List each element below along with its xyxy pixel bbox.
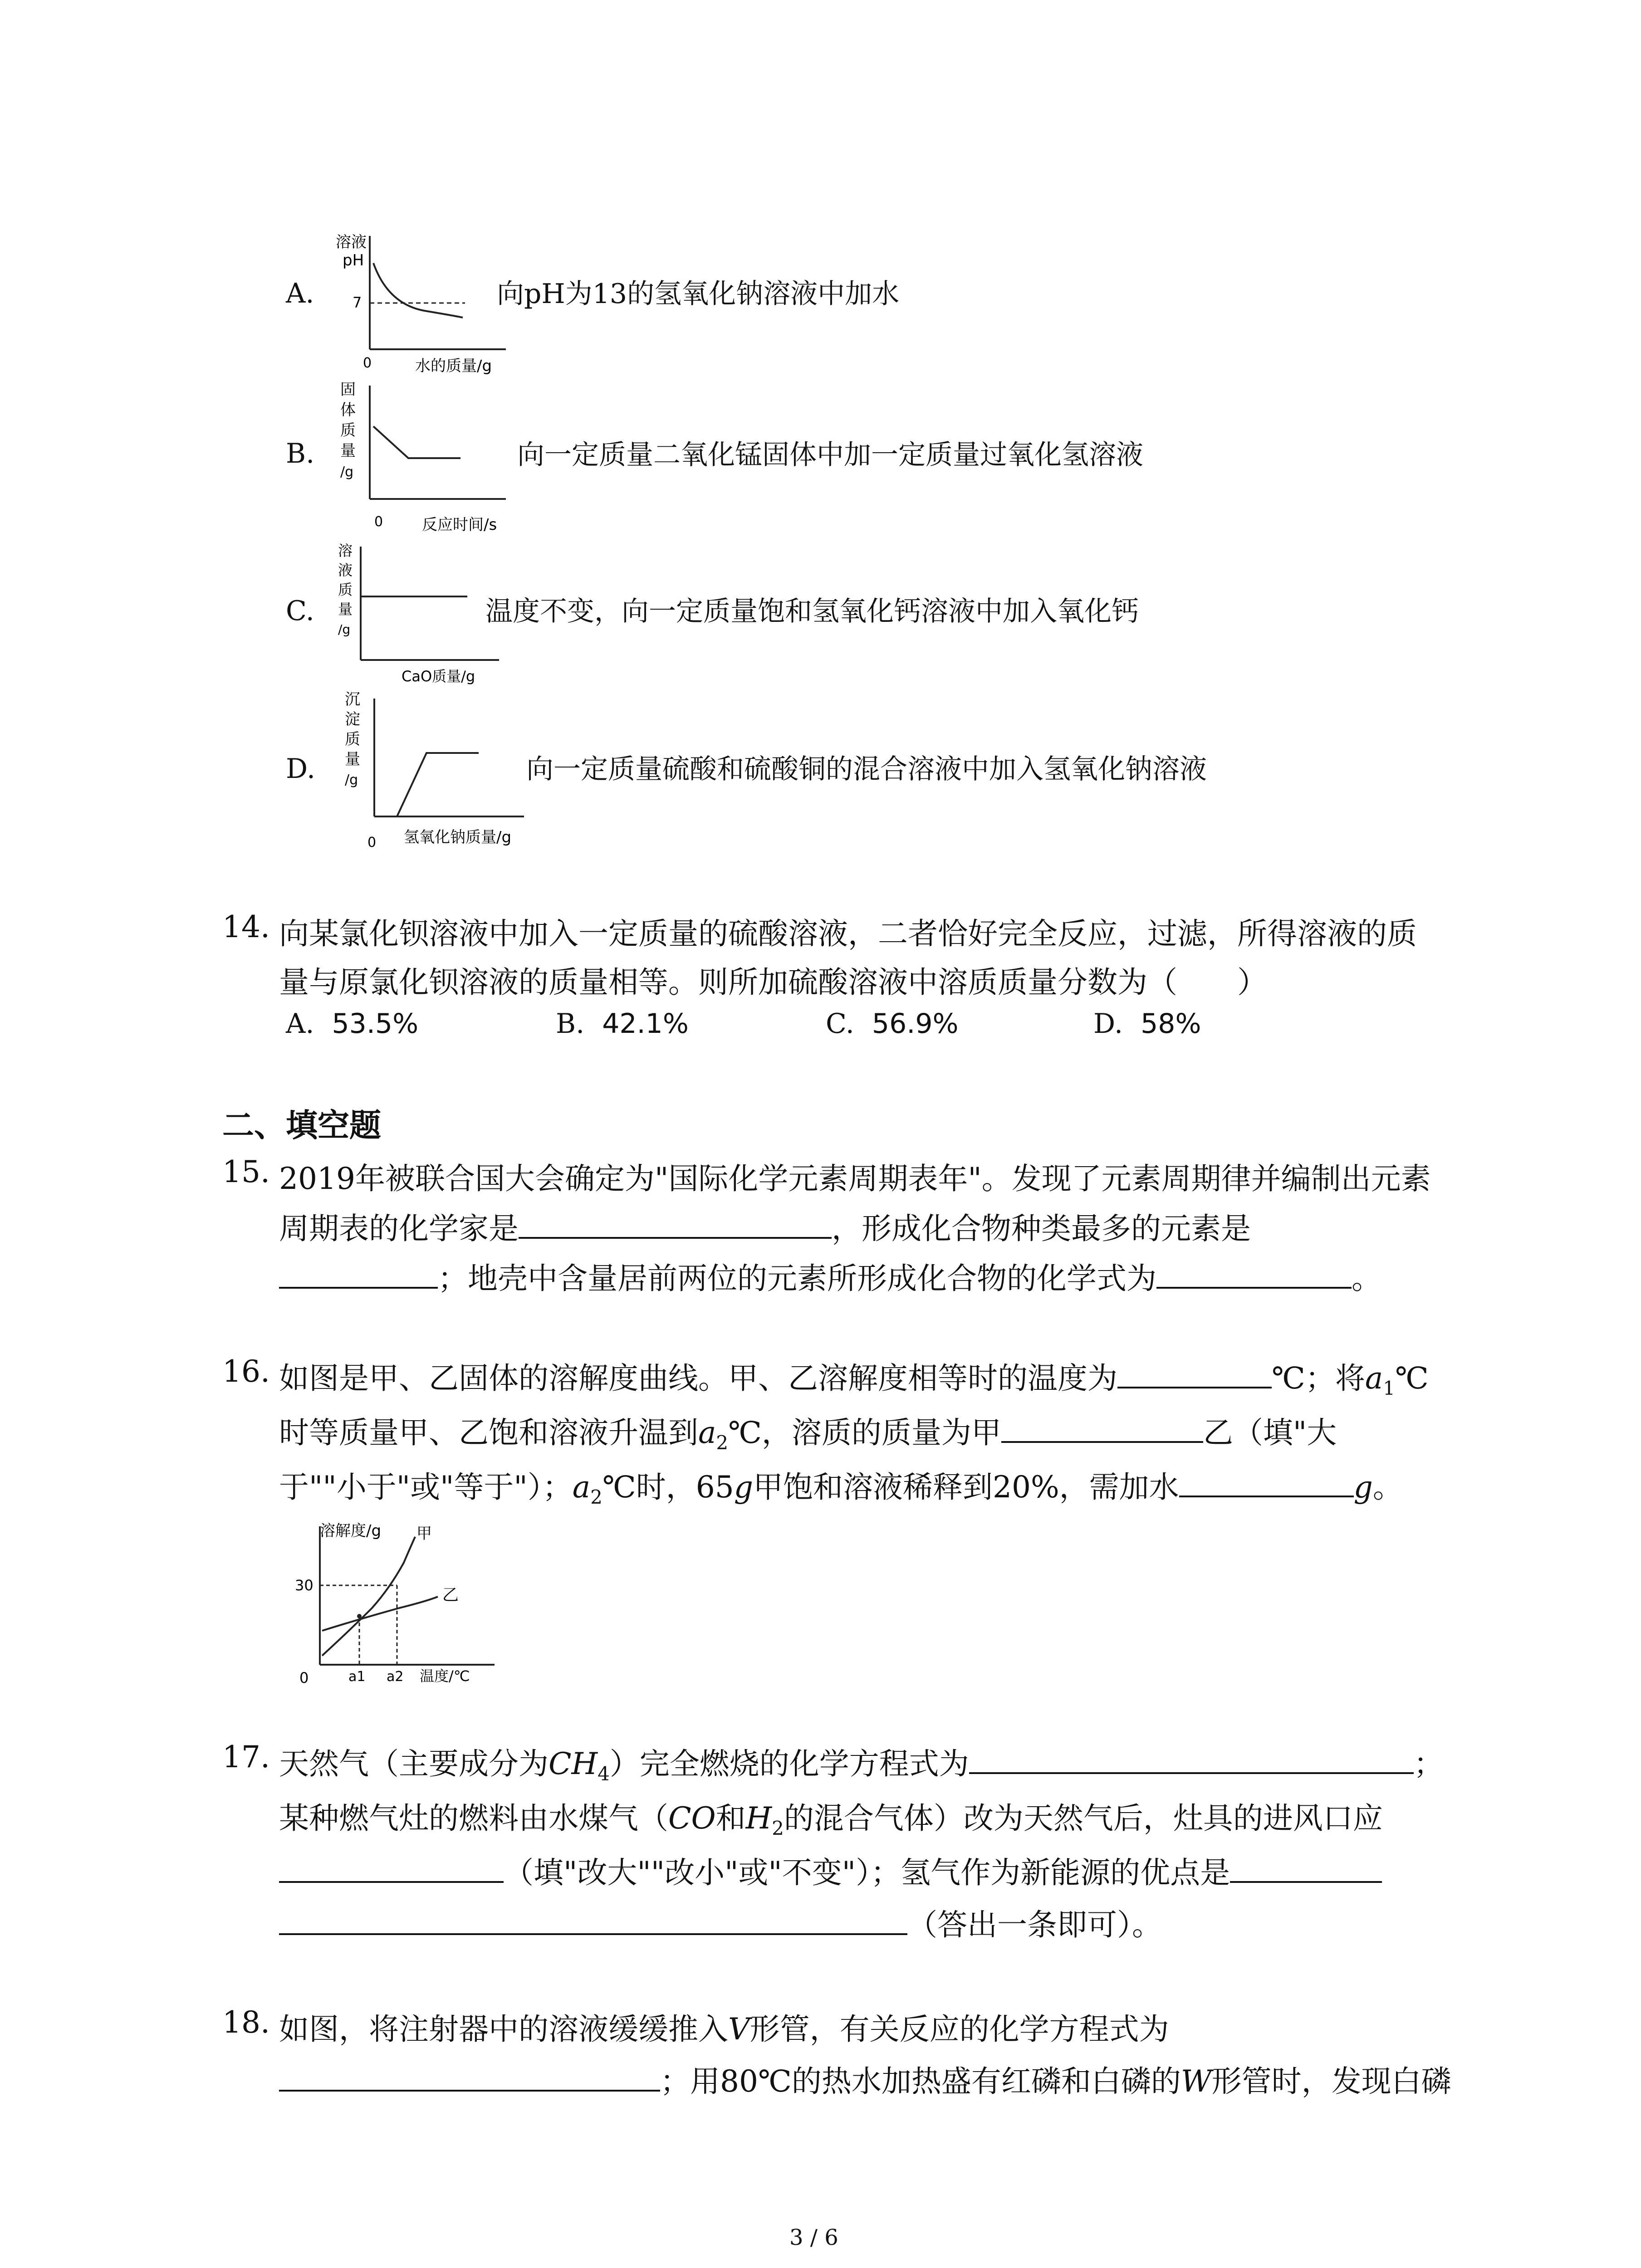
option-a-origin: 0 xyxy=(363,355,372,371)
option-b-graph xyxy=(324,376,515,540)
q17-line2-text-a: 某种燃气灶的燃料由水煤气（ xyxy=(279,1801,668,1836)
option-b-ylabel-1: 固 xyxy=(340,381,356,399)
q15-line3-text-b: 。 xyxy=(1352,1261,1381,1296)
option-d-xlabel: 氢氧化钠质量/g xyxy=(404,828,512,846)
q14-choice-c[interactable] xyxy=(826,1008,959,1040)
q17-line2 xyxy=(279,1794,1383,1839)
q16-a2b-sub: 2 xyxy=(590,1486,603,1509)
q16-a2-var: a xyxy=(698,1415,716,1450)
q17-co: CO xyxy=(668,1801,716,1836)
q14-line1: 向某氯化钡溶液中加入一定质量的硫酸溶液，二者恰好完全反应，过滤，所得溶液的质 xyxy=(279,916,1417,951)
q14-choice-c-letter: C. xyxy=(826,1008,854,1040)
q15-line2 xyxy=(279,1204,1251,1247)
q18-line2 xyxy=(279,2057,1451,2100)
q17-line4 xyxy=(279,1901,1162,1944)
solubility-tick-a2: a2 xyxy=(387,1669,404,1685)
option-d-ylabel-1: 沉 xyxy=(345,690,360,709)
q16-line1-text-e: ℃ xyxy=(1395,1361,1429,1396)
option-d-ylabel-5: /g xyxy=(345,772,358,788)
option-c-ylabel-3: 质 xyxy=(338,581,353,598)
solubility-curve-jia xyxy=(322,1537,415,1656)
solubility-curve-yi xyxy=(322,1597,438,1631)
option-b-origin: 0 xyxy=(374,514,383,530)
q14-choice-a-letter: A. xyxy=(286,1008,314,1040)
option-c-xlabel: CaO质量/g xyxy=(402,668,475,685)
q18-line2-text-c: 形管时，发现白磷 xyxy=(1211,2064,1451,2099)
q14-choice-c-value: 56.9% xyxy=(872,1008,959,1040)
q16-line2-text-a: 时等质量甲、乙饱和溶液升温到 xyxy=(279,1415,698,1450)
option-a-graph xyxy=(324,227,515,376)
q17-line1 xyxy=(279,1740,1444,1785)
q15-number: 15. xyxy=(222,1154,270,1189)
q16-line3-text-d: ℃时，65 xyxy=(602,1470,734,1505)
q17-ch4-sub: 4 xyxy=(598,1763,610,1785)
option-a-xlabel: 水的质量/g xyxy=(415,357,492,375)
q16-a1-var: a xyxy=(1365,1361,1383,1396)
section-title: 二、填空题 xyxy=(222,1106,381,1144)
q17-ch4: CH xyxy=(549,1746,598,1781)
q16-a2-sub: 2 xyxy=(716,1432,729,1454)
q16-g-unit-1: g xyxy=(734,1470,753,1505)
q14-choice-d-value: 58% xyxy=(1141,1008,1201,1040)
q17-blank-2[interactable] xyxy=(279,1854,504,1883)
option-b-text: 向一定质量二氧化锰固体中加一定质量过氧化氢溶液 xyxy=(517,439,1143,471)
q17-h2-sub: 2 xyxy=(772,1817,784,1840)
solubility-tick-30: 30 xyxy=(295,1577,314,1594)
q16-line2-text-d: ℃，溶质的质量为甲 xyxy=(728,1415,1001,1450)
solubility-label-yi: 乙 xyxy=(442,1586,459,1604)
option-d-letter: D. xyxy=(286,753,316,785)
page-number: 3 / 6 xyxy=(789,2225,838,2250)
q16-a1-sub: 1 xyxy=(1383,1377,1395,1400)
option-c-letter: C. xyxy=(286,595,314,627)
solubility-xlabel: 温度/℃ xyxy=(420,1667,470,1685)
q16-number: 16. xyxy=(222,1354,270,1389)
q14-choice-a[interactable] xyxy=(286,1008,418,1040)
option-b-xlabel: 反应时间/s xyxy=(422,516,497,534)
q18-line1-text-c: 形管，有关反应的化学方程式为 xyxy=(749,2012,1169,2047)
q15-blank-1[interactable] xyxy=(519,1210,832,1239)
q18-v: V xyxy=(728,2012,750,2047)
option-d-ylabel-3: 质 xyxy=(345,730,360,748)
q14-line2: 量与原氯化钡溶液的质量相等。则所加硫酸溶液中溶质质量分数为（ ） xyxy=(279,965,1267,1000)
solubility-label-jia: 甲 xyxy=(416,1525,432,1543)
q16-blank-2[interactable] xyxy=(1001,1414,1203,1443)
q17-line3-text-a: （填"改大""改小"或"不变"）；氢气作为新能源的优点是 xyxy=(504,1855,1230,1890)
q16-g-unit-2: g xyxy=(1353,1470,1373,1505)
option-b-ylabel-3: 质 xyxy=(340,421,356,440)
option-d-line xyxy=(397,753,479,816)
q16-blank-1[interactable] xyxy=(1117,1359,1272,1388)
q16-blank-3[interactable] xyxy=(1179,1468,1354,1497)
q15-line2-text-a: 周期表的化学家是 xyxy=(279,1211,519,1246)
option-d-ylabel-4: 量 xyxy=(345,750,360,768)
q14-choice-b[interactable] xyxy=(556,1008,689,1040)
option-d-graph xyxy=(324,687,533,855)
q17-blank-4[interactable] xyxy=(279,1906,907,1935)
option-b-line xyxy=(373,426,460,458)
option-c-ylabel-5: /g xyxy=(338,622,351,637)
option-b-ylabel-4: 量 xyxy=(340,442,356,460)
option-d-text: 向一定质量硫酸和硫酸铜的混合溶液中加入氢氧化钠溶液 xyxy=(526,753,1207,785)
option-a-ylabel-1: 溶液 xyxy=(336,233,367,251)
option-a-tick-7: 7 xyxy=(353,294,362,311)
q17-line1-text-a: 天然气（主要成分为 xyxy=(279,1746,549,1781)
option-d-origin: 0 xyxy=(367,835,377,850)
q15-blank-3[interactable] xyxy=(1156,1260,1352,1289)
option-c-ylabel-1: 溶 xyxy=(338,542,353,559)
q15-line1: 2019年被联合国大会确定为"国际化学元素周期表年"。发现了元素周期律并编制出元素 xyxy=(279,1161,1431,1196)
q17-line2-text-f: 的混合气体）改为天然气后，灶具的进风口应 xyxy=(784,1801,1383,1836)
q18-line1 xyxy=(279,2005,1169,2048)
q15-blank-2[interactable] xyxy=(279,1260,438,1289)
option-a-curve xyxy=(373,263,463,318)
option-a-ylabel-2: pH xyxy=(343,251,364,269)
option-b-letter: B. xyxy=(286,438,315,469)
option-a-text: 向pH为13的氢氧化钠溶液中加水 xyxy=(497,278,900,310)
solubility-tick-a1: a1 xyxy=(348,1669,366,1685)
q14-choice-d[interactable] xyxy=(1093,1008,1201,1040)
q17-line4-text-a: （答出一条即可）。 xyxy=(907,1907,1162,1942)
solubility-ylabel: 溶解度/g xyxy=(320,1522,382,1540)
q16-line3-text-h: 。 xyxy=(1372,1470,1403,1505)
q18-blank-1[interactable] xyxy=(279,2063,660,2092)
q15-line2-text-b: ，形成化合物种类最多的元素是 xyxy=(832,1211,1251,1246)
option-c-ylabel-2: 液 xyxy=(338,562,353,579)
q17-line1-text-e: ； xyxy=(1413,1746,1444,1781)
q16-line3-text-a: 于""小于"或"等于"）； xyxy=(279,1470,573,1505)
q16-line1 xyxy=(279,1354,1429,1399)
q17-line3 xyxy=(279,1848,1382,1892)
q16-line2-text-e: 乙（填"大 xyxy=(1203,1415,1337,1450)
q16-line2 xyxy=(279,1408,1337,1454)
q16-line1-text-b: ℃；将 xyxy=(1272,1361,1365,1396)
option-c-ylabel-4: 量 xyxy=(338,601,353,618)
q17-number: 17. xyxy=(222,1740,270,1774)
option-b-ylabel-2: 体 xyxy=(340,401,356,419)
solubility-chart xyxy=(281,1520,508,1687)
q17-line1-text-d: ）完全燃烧的化学方程式为 xyxy=(609,1746,969,1781)
q18-line2-text-a: ；用80℃的热水加热盛有红磷和白磷的 xyxy=(660,2064,1181,2099)
q14-choice-b-letter: B. xyxy=(556,1008,585,1040)
q15-line3-text-a: ；地壳中含量居前两位的元素所形成化合物的化学式为 xyxy=(438,1261,1156,1296)
q17-h2: H xyxy=(745,1801,772,1836)
q17-blank-1[interactable] xyxy=(969,1745,1414,1774)
q18-line1-text-a: 如图，将注射器中的溶液缓缓推入 xyxy=(279,2012,728,2047)
q15-line3 xyxy=(279,1254,1381,1297)
q16-line1-text-a: 如图是甲、乙固体的溶解度曲线。甲、乙溶解度相等时的温度为 xyxy=(279,1361,1117,1396)
option-d-ylabel-2: 淀 xyxy=(345,710,360,728)
solubility-origin: 0 xyxy=(299,1669,309,1686)
q14-choice-a-value: 53.5% xyxy=(332,1008,419,1040)
q16-line3 xyxy=(279,1463,1403,1508)
q16-line3-text-f: 甲饱和溶液稀释到20%，需加水 xyxy=(753,1470,1179,1505)
q18-w: W xyxy=(1181,2064,1212,2099)
q18-number: 18. xyxy=(222,2005,270,2040)
option-b-ylabel-5: /g xyxy=(340,464,354,480)
q16-a2b-var: a xyxy=(572,1470,591,1505)
option-a-letter: A. xyxy=(286,278,314,309)
q14-choice-d-letter: D. xyxy=(1093,1008,1123,1040)
q17-line2-text-c: 和 xyxy=(715,1801,746,1836)
solubility-intersection xyxy=(357,1614,362,1618)
q14-choice-b-value: 42.1% xyxy=(602,1008,689,1040)
option-c-text: 温度不变，向一定质量饱和氢氧化钙溶液中加入氧化钙 xyxy=(485,596,1139,627)
q14-number: 14. xyxy=(222,909,270,944)
q17-blank-3[interactable] xyxy=(1230,1854,1382,1883)
